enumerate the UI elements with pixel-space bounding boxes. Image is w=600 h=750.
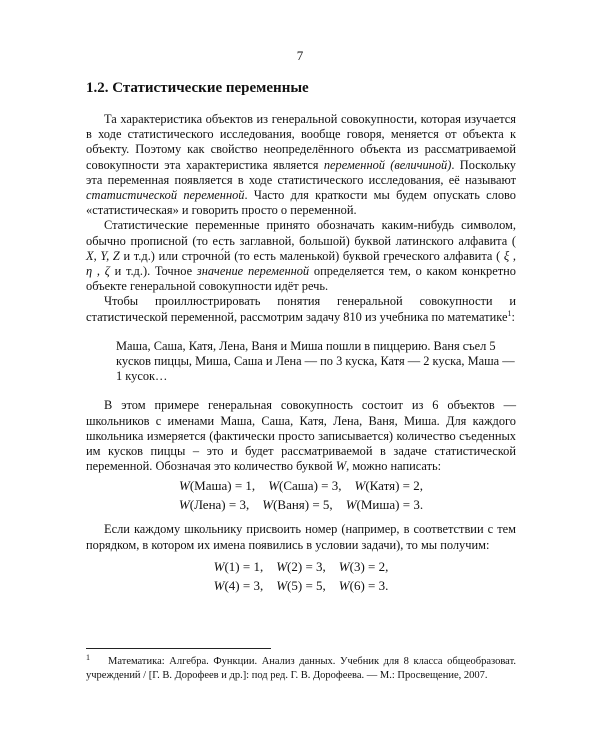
footnote-ref[interactable]: 1 [507,308,512,318]
formula-names [86,476,516,514]
paragraph-4: В этом примере генеральная совокупность состоит из 6 объектов — школьников с именами Маша, Саша, Катя, Лена, Ваня, Миша. Для каждого школьника измеряется (фактически просто записывается) количество съеденных им кусков пиццы – это и будет рассматриваемой в задаче статистической переменной. Обозначая это количество буквой W, можно написать: [86,398,516,474]
formula-names-term: W(Лена) = 3, [178,497,250,513]
formula-names-line-1 [86,476,516,495]
main-text [86,112,516,595]
formula-numbers-term: W(4) = 3, [213,577,264,593]
formula-numbers-term: W(2) = 3, [276,558,326,574]
section-heading: 1.2. Статистические переменные [86,80,309,96]
paragraph-2: Статистические переменные принято обозначать каким-нибудь символом, обычно прописной (то есть заглавной, большой) буквой латинского алфавита ( X, Y, Z и т.д.) или строчно́й (то есть маленькой) буквой греческого алфавита ( ξ , η , ζ и т.д.). Точное значение переменной определяется тем, о каком конкретно объекте генеральной совокупности идёт речь. [86,218,516,294]
formula-numbers-term: W(1) = 1, [213,558,264,574]
formula-names-term: W(Миша) = 3. [345,497,424,513]
formula-numbers-term: W(3) = 2, [338,558,389,574]
formula-numbers-line-2 [86,576,516,595]
footnote-divider [86,648,271,649]
formula-numbers-term: W(6) = 3. [338,577,389,593]
formula-names-term: W(Маша) = 1, [178,478,256,494]
problem-quote: Маша, Саша, Катя, Лена, Ваня и Миша пошли в пиццерию. Ваня съел 5 кусков пиццы, Миша, Саша и Лена — по 3 куска, Катя — 2 куска, Маша — 1 кусок… [116,338,515,384]
formula-numbers [86,557,516,595]
formula-numbers-term: W(5) = 5, [276,577,326,593]
paragraph-3: Чтобы проиллюстрировать понятия генеральной совокупности и статистической переменной, рассмотрим задачу 810 из учебника по математике$^1$: [86,294,516,324]
formula-names-line-2 [86,495,516,514]
footnote-text: Математика: Алгебра. Функции. Анализ данных. Учебник для 8 класса общеобразоват. учреждений / [Г. В. Дорофеев и др.]: под ред. Г. В. Дорофеева. — М.: Просвещение, 2007. [86,656,516,681]
paragraph-5: Если каждому школьнику присвоить номер (например, в соответствии с тем порядком, в котором их имена появились в условии задачи), то мы получим: [86,522,516,552]
page-number: 7 [296,48,304,63]
paragraph-1: Та характеристика объектов из генеральной совокупности, которая изучается в ходе статистического исследования, вообще говоря, меняется от объекта к объекту. Поэтому как свойство неопределённого объекта из рассматриваемой совокупности эта характеристика является переменной (величиной). Поскольку эта переменная появляется в ходе статистического исследования, её называют статистической переменной. Часто для краткости мы будем опускать слово «статистическая» и говорить просто о переменной. [86,112,517,218]
formula-names-term: W(Катя) = 2, [354,478,424,494]
formula-names-term: W(Ваня) = 5, [262,497,333,513]
formula-numbers-line-1 [86,557,516,576]
footnote: $^1$ Математика: Алгебра. Функции. Анализ данных. Учебник для 8 класса общеобразоват. учреждений / [Г. В. Дорофеев и др.]: под ред. Г. В. Дорофеева. — М.: Просвещение, 2007. [86,652,516,681]
formula-names-term: W(Саша) = 3, [268,478,342,494]
